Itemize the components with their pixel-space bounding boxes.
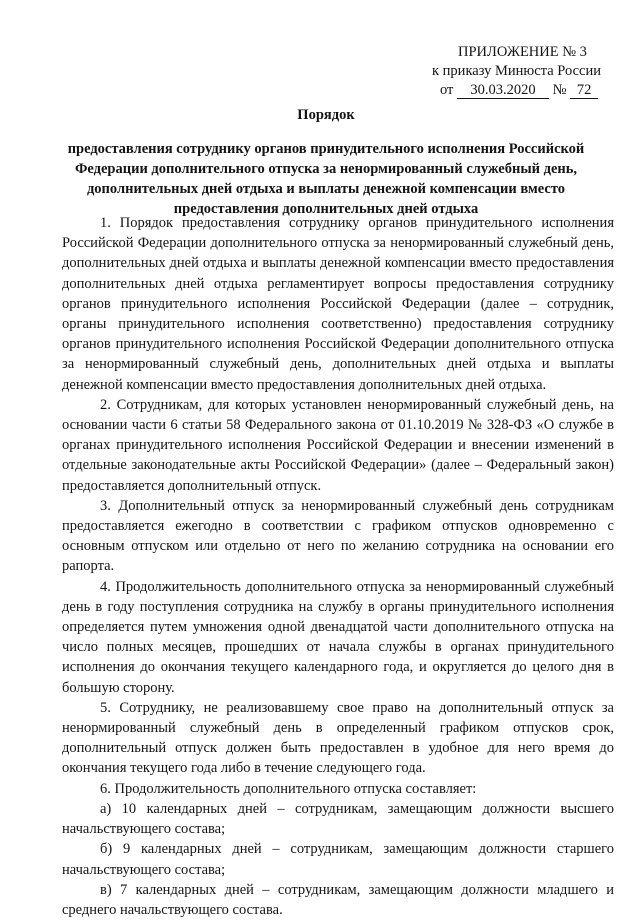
document-body [62,213,614,920]
document-title [50,105,602,219]
paragraph-1: 1. Порядок предоставления сотруднику органов принудительного исполнения Российской Федерации дополнительного отпуска за ненормированный служебный день, дополнительных дней отдыха и выплаты денежной компенсации вместо предоставления дополнительных дней отдыха регламентирует вопросы предоставления сотруднику органов принудительного исполнения Российской Федерации (далее – сотрудник, органы принудительного исполнения соответственно) предоставления сотруднику органов принудительного исполнения Российской Федерации дополнительного отпуска за ненормированный служебный день, дополнительных дней отдыха и выплаты денежной компенсации вместо предоставления дополнительных дней отдыха. [62,215,614,393]
title-subtitle: предоставления сотруднику органов принудительного исполнения Российской Федерации дополнительного отпуска за ненормированный служебный день, дополнительных дней отдыха и выплаты денежной компенсации вместо предоставления дополнительных дней отдыха [67,141,585,217]
order-date: 30.03.2020 [457,83,549,99]
paragraph-3: 3. Дополнительный отпуск за ненормированный служебный день сотрудникам предоставляется ежегодно в соответствии с графиком отпусков одновременно с основным отпуском или отдельно от него по желанию сотрудника на основании его рапорта. [62,497,614,575]
paragraph-4: 4. Продолжительность дополнительного отпуска за ненормированный служебный день в году поступления сотрудника на службу в органы принудительного исполнения определяется путем умножения одной двенадцатой части дополнительного отпуска на число полных месяцев, прошедших от начала службы в органах принудительного исполнения до окончания текущего календарного года, и округляется до целого дня в большую сторону. [62,578,614,696]
date-prefix: от [440,82,454,98]
title-heading: Порядок [297,107,355,123]
paragraph-5: 5. Сотруднику, не реализовавшему свое право на дополнительный отпуск за ненормированный служебный день в определенный графиком отпусков срок, дополнительный отпуск должен быть предоставлен в удобное для него время до окончания текущего года либо в течение следующего года. [62,699,614,777]
appendix-block [432,43,632,100]
paragraph-6: 6. Продолжительность дополнительного отпуска составляет: [100,780,477,797]
appendix-number: ПРИЛОЖЕНИЕ № 3 [458,44,587,60]
paragraph-6b: б) 9 календарных дней – сотрудникам, замещающим должности старшего начальствующего состава; [62,841,614,878]
paragraph-6a: а) 10 календарных дней – сотрудникам, замещающим должности высшего начальствующего состава; [62,800,614,838]
order-date-line [432,81,632,100]
number-prefix: № [552,82,567,98]
paragraph-6c: в) 7 календарных дней – сотрудникам, замещающим должности младшего и среднего начальствующего состава. [62,881,614,918]
paragraph-2: 2. Сотрудникам, для которых установлен ненормированный служебный день, на основании части 6 статьи 58 Федерального закона от 01.10.2019 № 328-ФЗ «О службе в органах принудительного исполнения Российской Федерации и внесении изменений в отдельные законодательные акты Российской Федерации» (далее – Федеральный закон) предоставляется дополнительный отпуск. [62,396,614,494]
order-reference: к приказу Минюста России [432,63,601,79]
order-number: 72 [570,83,598,99]
